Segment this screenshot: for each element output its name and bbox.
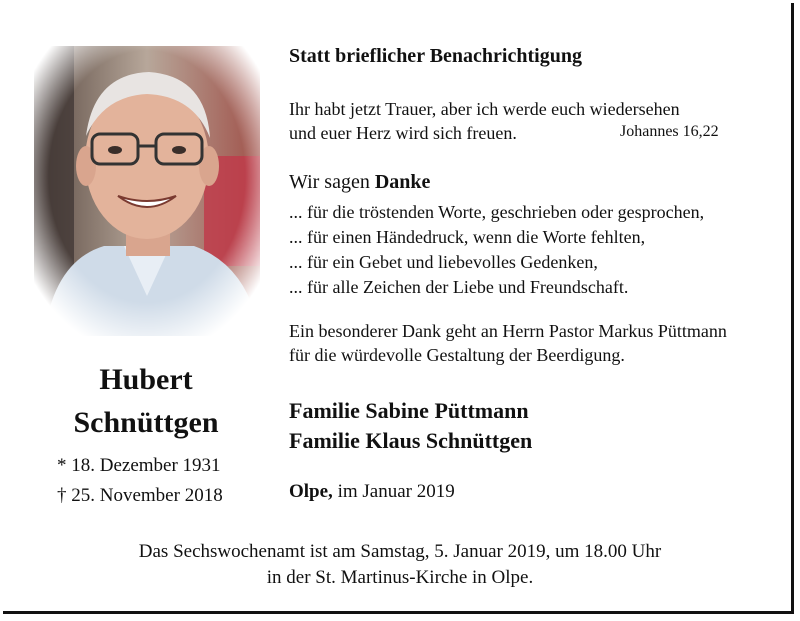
- service-line-2: in der St. Martinus-Kirche in Olpe.: [266, 567, 534, 588]
- thanks-item: ... für die tröstenden Worte, geschrieben oder gesprochen,: [289, 202, 705, 222]
- family-name: Familie Klaus Schnüttgen: [289, 428, 533, 453]
- thanks-item: ... für alle Zeichen der Liebe und Freundschaft.: [289, 277, 629, 297]
- date: im Januar 2019: [332, 481, 455, 502]
- place: Olpe,: [289, 481, 333, 502]
- deceased-first-name: Hubert: [99, 363, 193, 396]
- verse-line-2: und euer Herz wird sich freuen.: [289, 123, 517, 143]
- family-name: Familie Sabine Püttmann: [289, 398, 529, 423]
- thanks-heading: [289, 171, 430, 194]
- service-line-1: Das Sechswochenamt ist am Samstag, 5. Januar 2019, um 18.00 Uhr: [138, 541, 662, 562]
- deceased-last-name: Schnüttgen: [73, 406, 219, 439]
- thanks-item: ... für einen Händedruck, wenn die Worte fehlten,: [289, 227, 646, 247]
- special-thanks-line-2: für die würdevolle Gestaltung der Beerdigung.: [289, 345, 625, 365]
- verse-reference: Johannes 16,22: [620, 123, 719, 140]
- death-date: † 25. November 2018: [57, 485, 223, 506]
- thanks-emphasis: Danke: [374, 171, 431, 193]
- verse-line-1: Ihr habt jetzt Trauer, aber ich werde euch wiedersehen: [289, 99, 680, 119]
- birth-date: * 18. Dezember 1931: [57, 455, 221, 476]
- thanks-intro: Wir sagen: [289, 171, 375, 193]
- thanks-item: ... für ein Gebet und liebevolles Gedenken,: [289, 252, 598, 272]
- special-thanks-line-1: Ein besonderer Dank geht an Herrn Pastor Markus Püttmann: [289, 321, 727, 341]
- place-date: [289, 481, 455, 503]
- notice-heading: Statt brieflicher Benachrichtigung: [289, 45, 582, 67]
- portrait-photo: [34, 46, 260, 336]
